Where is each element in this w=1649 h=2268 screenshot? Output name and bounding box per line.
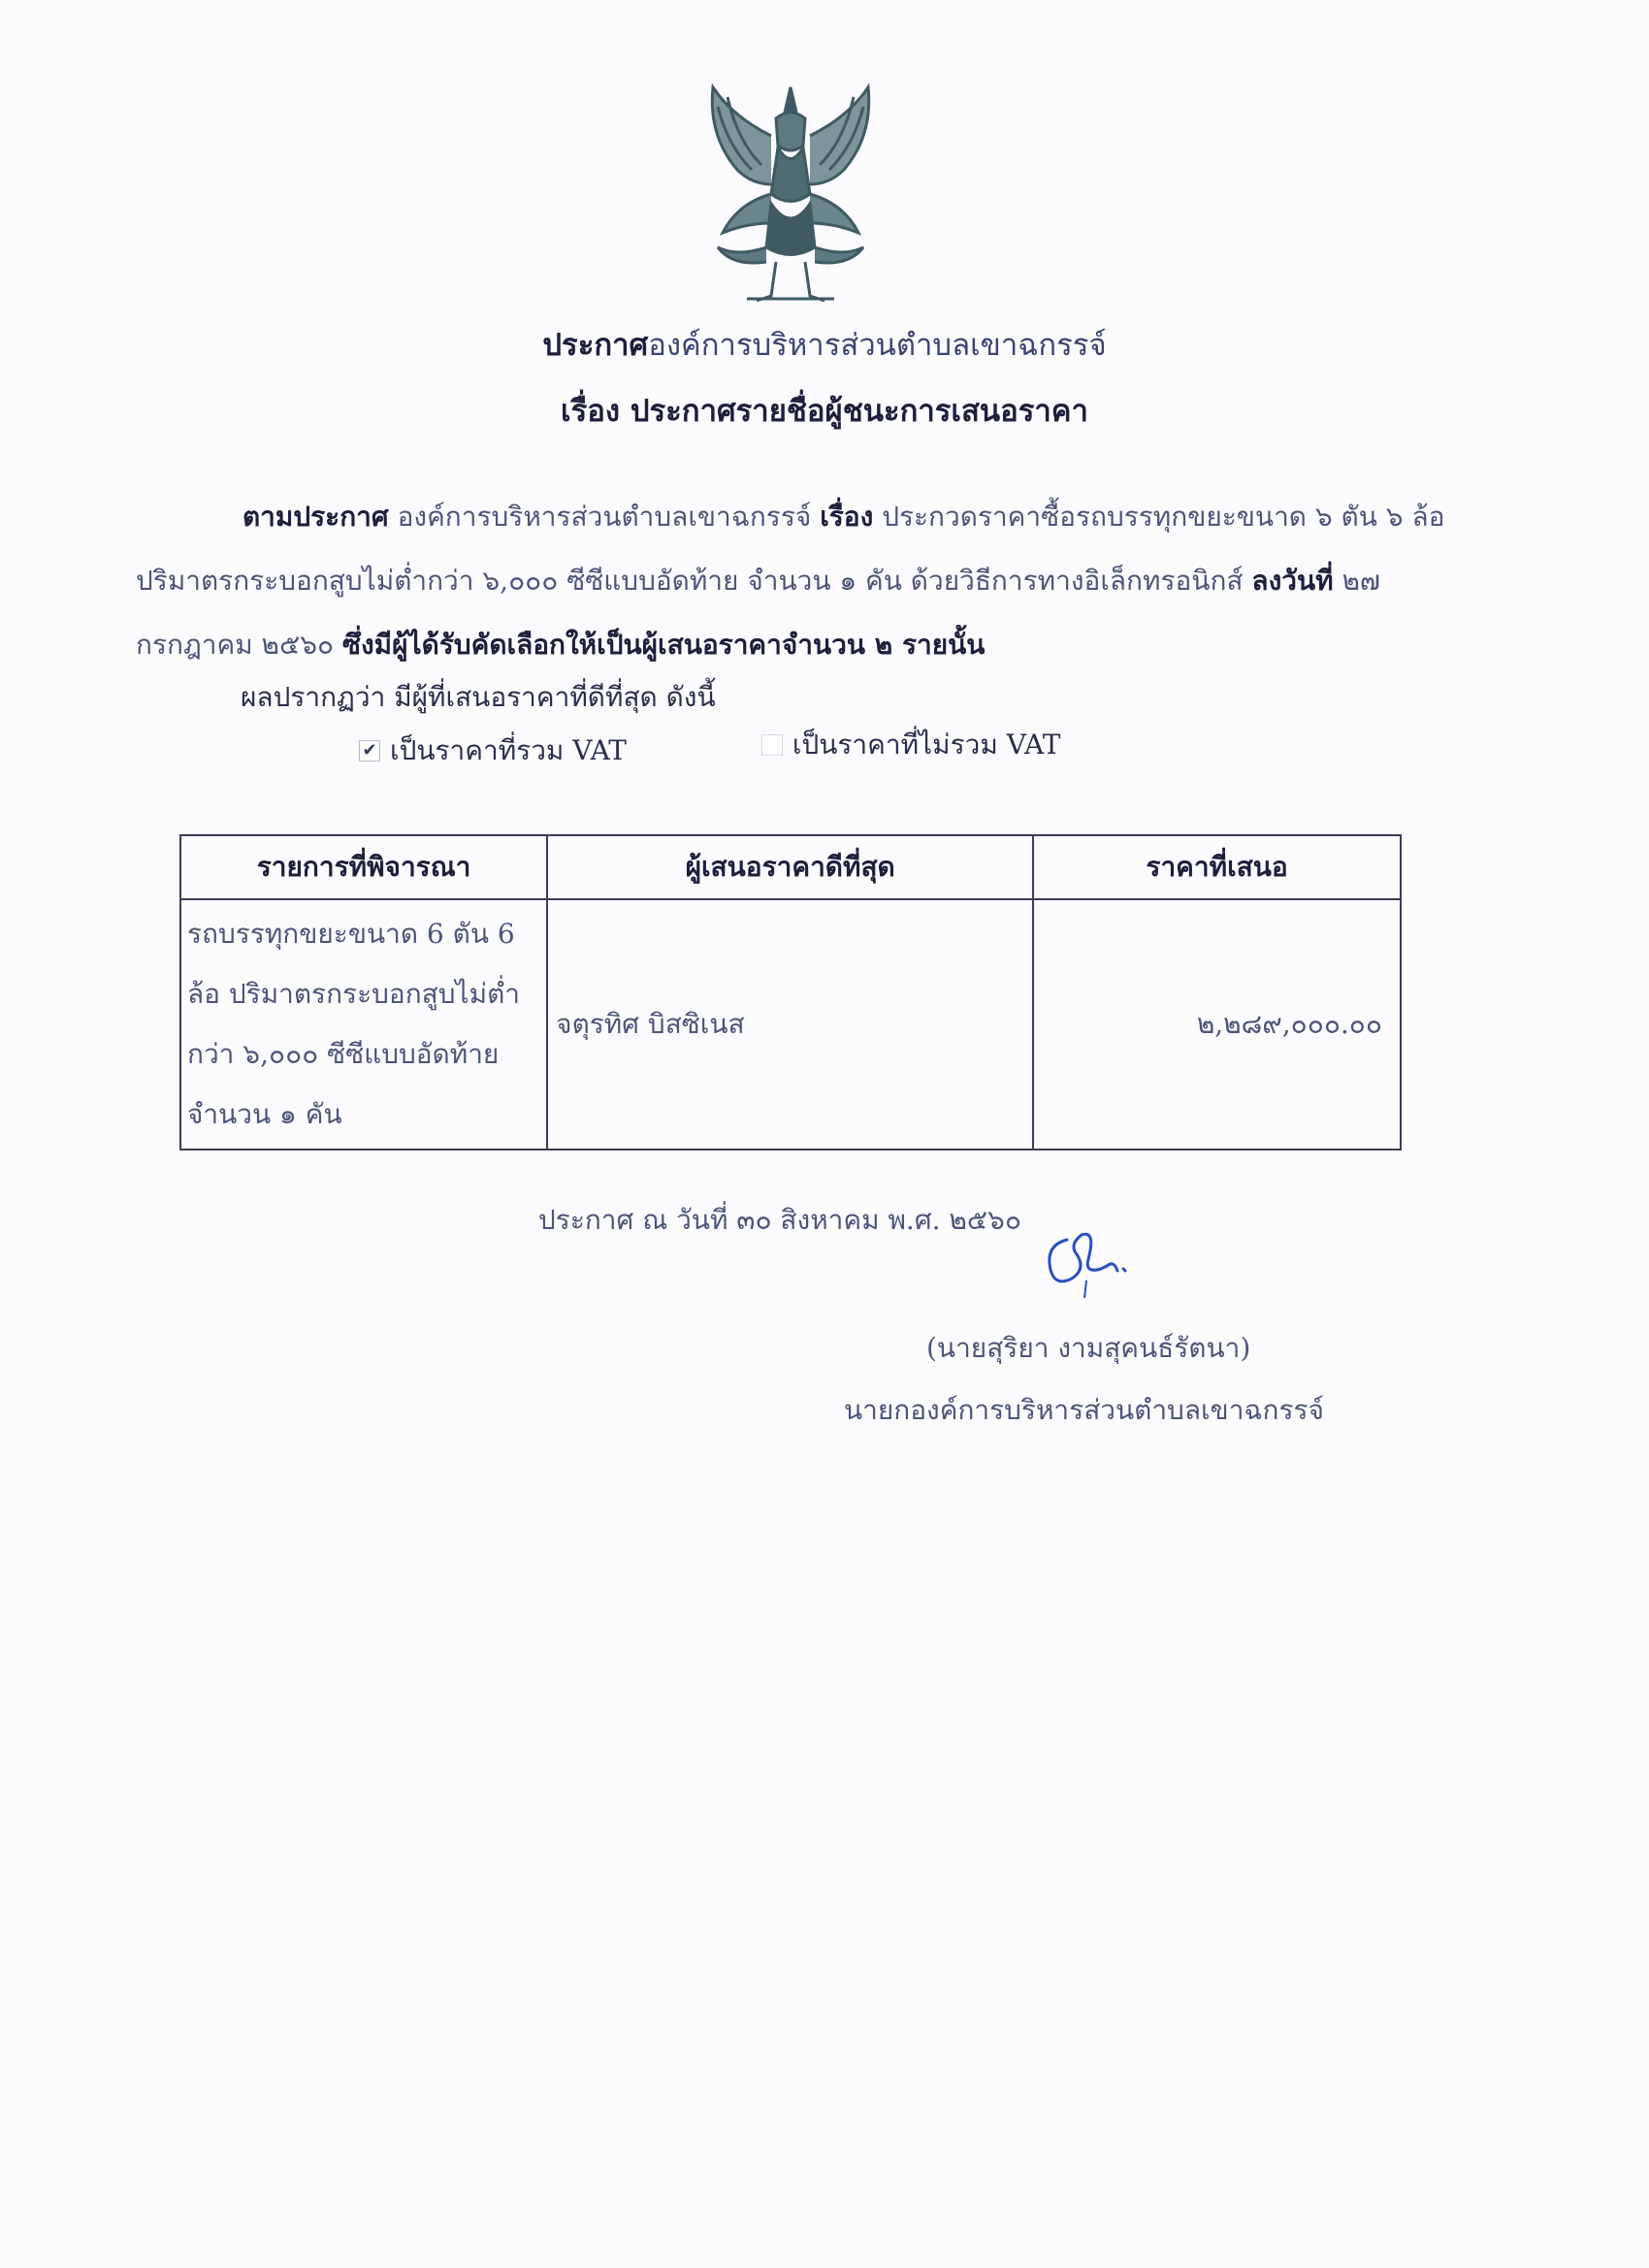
- signer-name: (นายสุริยา งามสุคนธ์รัตนา): [926, 1332, 1251, 1364]
- header-price: ราคาที่เสนอ: [1033, 835, 1401, 899]
- reference-paragraph: [136, 485, 1455, 677]
- table-row: [180, 899, 1401, 1150]
- selection-text: ซึ่งมีผู้ได้รับคัดเลือกให้เป็นผู้เสนอราคาจำนวน ๒ รายนั้น: [341, 629, 986, 661]
- winner-cell: จตุรทิศ บิสซิเนส: [547, 899, 1033, 1150]
- reference-org: องค์การบริหารส่วนตำบลเขาฉกรรจ์: [397, 501, 812, 533]
- result-text: ผลปรากฏว่า มีผู้ที่เสนอราคาที่ดีที่สุด ดังนี้: [241, 681, 716, 713]
- vat-included-label: เป็นราคาที่รวม VAT: [390, 733, 627, 766]
- reference-label: ตามประกาศ: [242, 501, 389, 533]
- announcement-label: ประกาศ: [542, 328, 649, 363]
- dated-label: ลงวันที่: [1251, 565, 1334, 597]
- header-winner: ผู้เสนอราคาดีที่สุด: [547, 835, 1033, 899]
- signature-image: [1028, 1220, 1145, 1308]
- vat-excluded-label: เป็นราคาที่ไม่รวม VAT: [792, 729, 1061, 761]
- subject-text: ประกวดราคาซื้อรถบรรทุกขยะขนาด ๖ ตัน ๖ ล้อ ปริมาตรกระบอกสูบไม่ต่ำกว่า ๖,๐๐๐ ซีซีแบบอัดท้าย จำนวน ๑ คัน ด้วยวิธีการทางอิเล็กทรอนิกส์: [136, 501, 1445, 597]
- signer-title: นายกองค์การบริหารส่วนตำบลเขาฉกรรจ์: [844, 1394, 1324, 1426]
- announcement-title: [0, 320, 1649, 369]
- announcement-date: ประกาศ ณ วันที่ ๓๐ สิงหาคม พ.ศ. ๒๕๖๐: [538, 1204, 1021, 1236]
- vat-options: [359, 724, 1186, 772]
- dated-text: ๒๗ กรกฎาคม ๒๕๖๐: [136, 565, 1380, 661]
- organization-name: องค์การบริหารส่วนตำบลเขาฉกรรจ์: [648, 328, 1107, 363]
- item-line: ล้อ ปริมาตรกระบอกสูบไม่ต่ำ: [187, 978, 520, 1010]
- subject-label: เรื่อง: [820, 501, 874, 533]
- table-header-row: [180, 835, 1401, 899]
- price-cell: ๒,๒๘๙,๐๐๐.๐๐: [1033, 899, 1401, 1150]
- checkbox-empty-icon: [761, 734, 783, 756]
- checkbox-checked-icon: ✔: [359, 740, 380, 761]
- item-line: จำนวน ๑ คัน: [187, 1098, 342, 1130]
- header-item: รายการที่พิจารณา: [180, 835, 547, 899]
- results-table: [179, 834, 1402, 1150]
- garuda-emblem: [679, 78, 902, 310]
- item-cell: [180, 899, 547, 1150]
- item-line: รถบรรทุกขยะขนาด 6 ตัน 6: [187, 918, 515, 950]
- vat-excluded-option: [761, 724, 1061, 766]
- announcement-subject: เรื่อง ประกาศรายชื่อผู้ชนะการเสนอราคา: [561, 394, 1088, 429]
- vat-included-option: [359, 729, 627, 772]
- item-line: กว่า ๖,๐๐๐ ซีซีแบบอัดท้าย: [187, 1038, 500, 1070]
